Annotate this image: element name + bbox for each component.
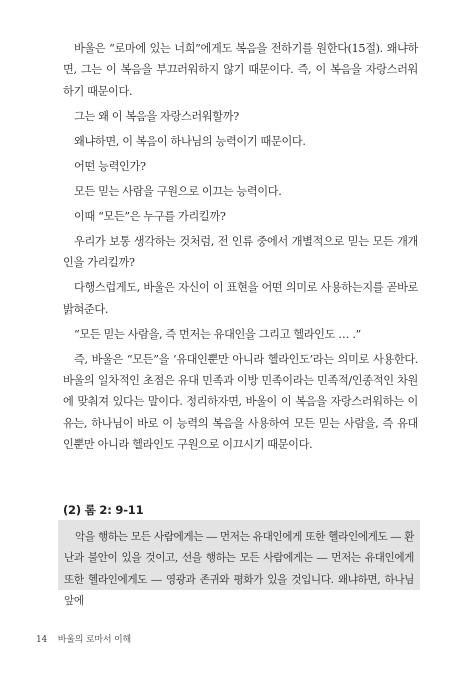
paragraph: 모든 믿는 사람을 구원으로 이끄는 능력이다. [74, 184, 282, 198]
paragraph: “모든 믿는 사람을, 즉 먼저는 유대인을 그리고 헬라인도 … .” [74, 327, 361, 341]
paragraph: 이때 “모든”은 누구를 가리킬까? [74, 209, 226, 223]
page-number: 14 [36, 635, 48, 645]
page-footer [36, 632, 131, 645]
paragraph: 바울은 “로마에 있는 너희”에게도 복음을 전하기를 원한다(15절). 왜냐하면, 그는 이 복음을 부끄러워하지 않기 때문이다. 즉, 이 복음을 자랑스러워하기 때문이다. [63, 42, 418, 98]
paragraph: 어떤 능력인가? [74, 159, 146, 173]
running-title: 바울의 로마서 이해 [57, 635, 132, 645]
scripture-quote-box [58, 520, 420, 608]
paragraph: 그는 왜 이 복음을 자랑스러워할까? [74, 109, 239, 123]
paragraph: 다행스럽게도, 바울은 자신이 이 표현을 어떤 의미로 사용하는지를 곧바로 밝혀준다. [63, 281, 418, 316]
body-text [63, 38, 418, 459]
paragraph: 즉, 바울은 “모든”을 ‘유대인뿐만 아니라 헬라인도’라는 의미로 사용한다. 바울의 일차적인 초점은 유대 민족과 이방 민족이라는 민족적/인종적인 차원에 맞춰져 있다는 말이다. 정리하자면, 바울이 이 복음을 자랑스러워하는 이유는, 하나님이 바로 이 능력의 복음을 사용하여 모든 믿는 사람을, 즉 유대인뿐만 아니라 헬라인도 구원으로 이끄시기 때문이다. [63, 352, 418, 452]
paragraph: 우리가 보통 생각하는 것처럼, 전 인류 중에서 개별적으로 믿는 모든 개개인을 가리킬까? [63, 234, 418, 270]
paragraph: 왜냐하면, 이 복음이 하나님의 능력이기 때문이다. [74, 134, 306, 148]
scripture-quote-text: 악을 행하는 모든 사람에게는 ― 먼저는 유대인에게 또한 헬라인에게도 ― 환난과 불안이 있을 것이고, 선을 행하는 모든 사람에게는 ― 먼저는 유대인에게 또한 헬라인에게도 ― 영광과 존귀와 평화가 있을 것입니다. 왜냐하면, 하나님 앞에 [64, 531, 414, 608]
section-heading: (2) 롬 2: 9-11 [63, 503, 144, 517]
